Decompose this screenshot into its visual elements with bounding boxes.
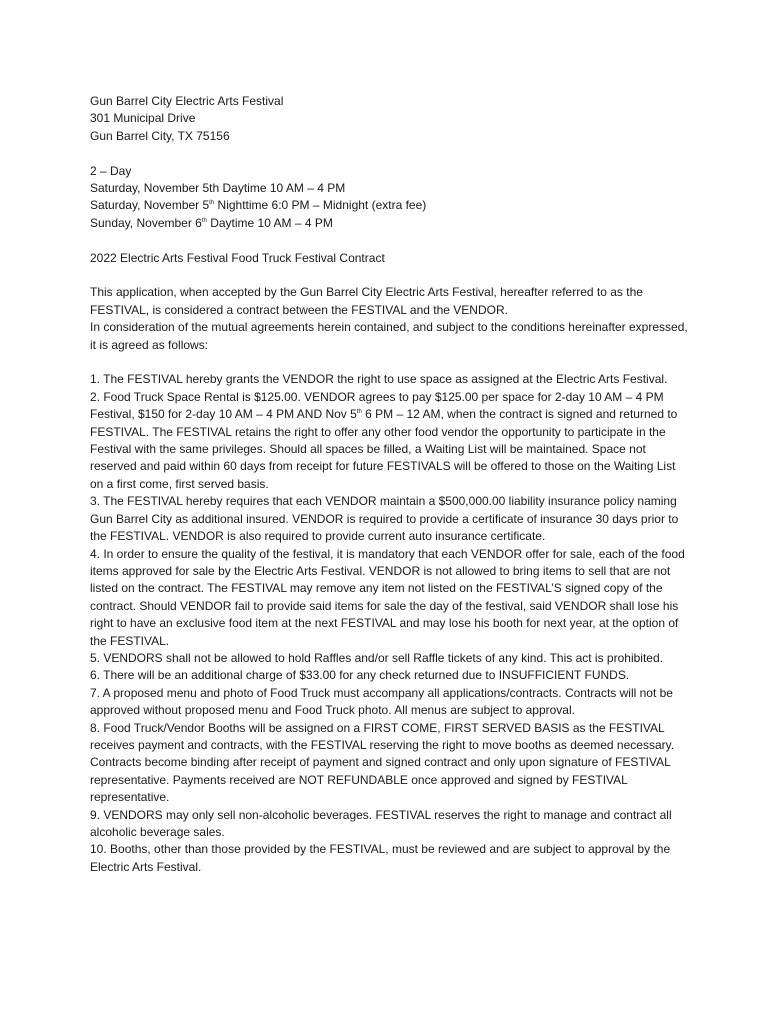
term-item-1: 1. The FESTIVAL hereby grants the VENDOR the right to use space as assigned at the Electric Arts Festival. (90, 372, 668, 387)
spacer (90, 145, 690, 162)
term-item-7: 7. A proposed menu and photo of Food Truck must accompany all applications/contracts. Contracts will not be approved without proposed menu and Food Truck photo. All menus are subject to approval. (90, 685, 673, 718)
address-block (90, 93, 690, 145)
term-item-2: 2. Food Truck Space Rental is $125.00. VENDOR agrees to pay $125.00 per space for 2-day 10 AM – 4 PM Festival, $150 for 2-day 10 AM – 4 PM AND Nov 5th 6 PM – 12 AM, when the contract is signed and returned to FESTIVAL. The FESTIVAL retains the right to offer any other food vendor the opportunity to participate in the Festival with the same privileges. Should all spaces be filled, a Waiting List will be maintained. Space not reserved and paid within 60 days from receipt for future FESTIVALS will be offered to those on the Waiting List on a first come, first served basis. (90, 389, 678, 491)
street-address: 301 Municipal Drive (90, 111, 196, 126)
document-page (90, 93, 690, 876)
spacer (90, 354, 690, 371)
intro-block (90, 284, 690, 354)
spacer (90, 232, 690, 249)
intro-paragraph: This application, when accepted by the Gun Barrel City Electric Arts Festival, hereafter referred to as the FESTIVAL, is considered a contract between the FESTIVAL and the VENDOR. (90, 285, 643, 317)
contract-title: 2022 Electric Arts Festival Food Truck Festival Contract (90, 250, 385, 265)
term-item-10: 10. Booths, other than those provided by the FESTIVAL, must be reviewed and are subject to approval by the Electric Arts Festival. (90, 842, 671, 874)
schedule-line-2: Saturday, November 5th Nighttime 6:0 PM – Midnight (extra fee) (90, 198, 427, 213)
term-item-9: 9. VENDORS may only sell non-alcoholic beverages. FESTIVAL reserves the right to manage and contract all alcoholic beverage sales. (90, 807, 672, 839)
city-state-zip: Gun Barrel City, TX 75156 (90, 128, 230, 143)
schedule-block (90, 163, 690, 233)
schedule-line-3: Sunday, November 6th Daytime 10 AM – 4 PM (90, 215, 333, 230)
terms-list (90, 371, 690, 876)
intro-paragraph: In consideration of the mutual agreements herein contained, and subject to the conditions hereinafter expressed, it is agreed as follows: (90, 320, 688, 352)
schedule-duration: 2 – Day (90, 163, 132, 178)
term-item-8: 8. Food Truck/Vendor Booths will be assigned on a FIRST COME, FIRST SERVED BASIS as the FESTIVAL receives payment and contracts, with the FESTIVAL reserving the right to move booths as deemed necessary. Contracts become binding after receipt of payment and signed contract and only upon signature of FESTIVAL representative. Payments received are NOT REFUNDABLE once approved and signed by FESTIVAL representative. (90, 720, 675, 805)
term-item-3: 3. The FESTIVAL hereby requires that each VENDOR maintain a $500,000.00 liability insurance policy naming Gun Barrel City as additional insured. VENDOR is required to provide a certificate of insurance 30 days prior to the FESTIVAL. VENDOR is also required to provide current auto insurance certificate. (90, 494, 679, 544)
org-name: Gun Barrel City Electric Arts Festival (90, 94, 284, 108)
term-item-6: 6. There will be an additional charge of $33.00 for any check returned due to INSUFFICIENT FUNDS. (90, 668, 630, 683)
schedule-line-1: Saturday, November 5th Daytime 10 AM – 4 PM (90, 181, 346, 196)
term-item-4: 4. In order to ensure the quality of the festival, it is mandatory that each VENDOR offer for sale, each of the food items approved for sale by the Electric Arts Festival. VENDOR is not allowed to bring items to sell that are not listed on the contract. The FESTIVAL may remove any item not listed on the FESTIVAL’S signed copy of the contract. Should VENDOR fail to provide said items for sale the day of the festival, said VENDOR shall lose his right to have an exclusive food item at the next FESTIVAL and may lose his booth for next year, at the option of the FESTIVAL. (90, 546, 685, 648)
term-item-5: 5. VENDORS shall not be allowed to hold Raffles and/or sell Raffle tickets of any kind. This act is prohibited. (90, 650, 663, 665)
spacer (90, 267, 690, 284)
